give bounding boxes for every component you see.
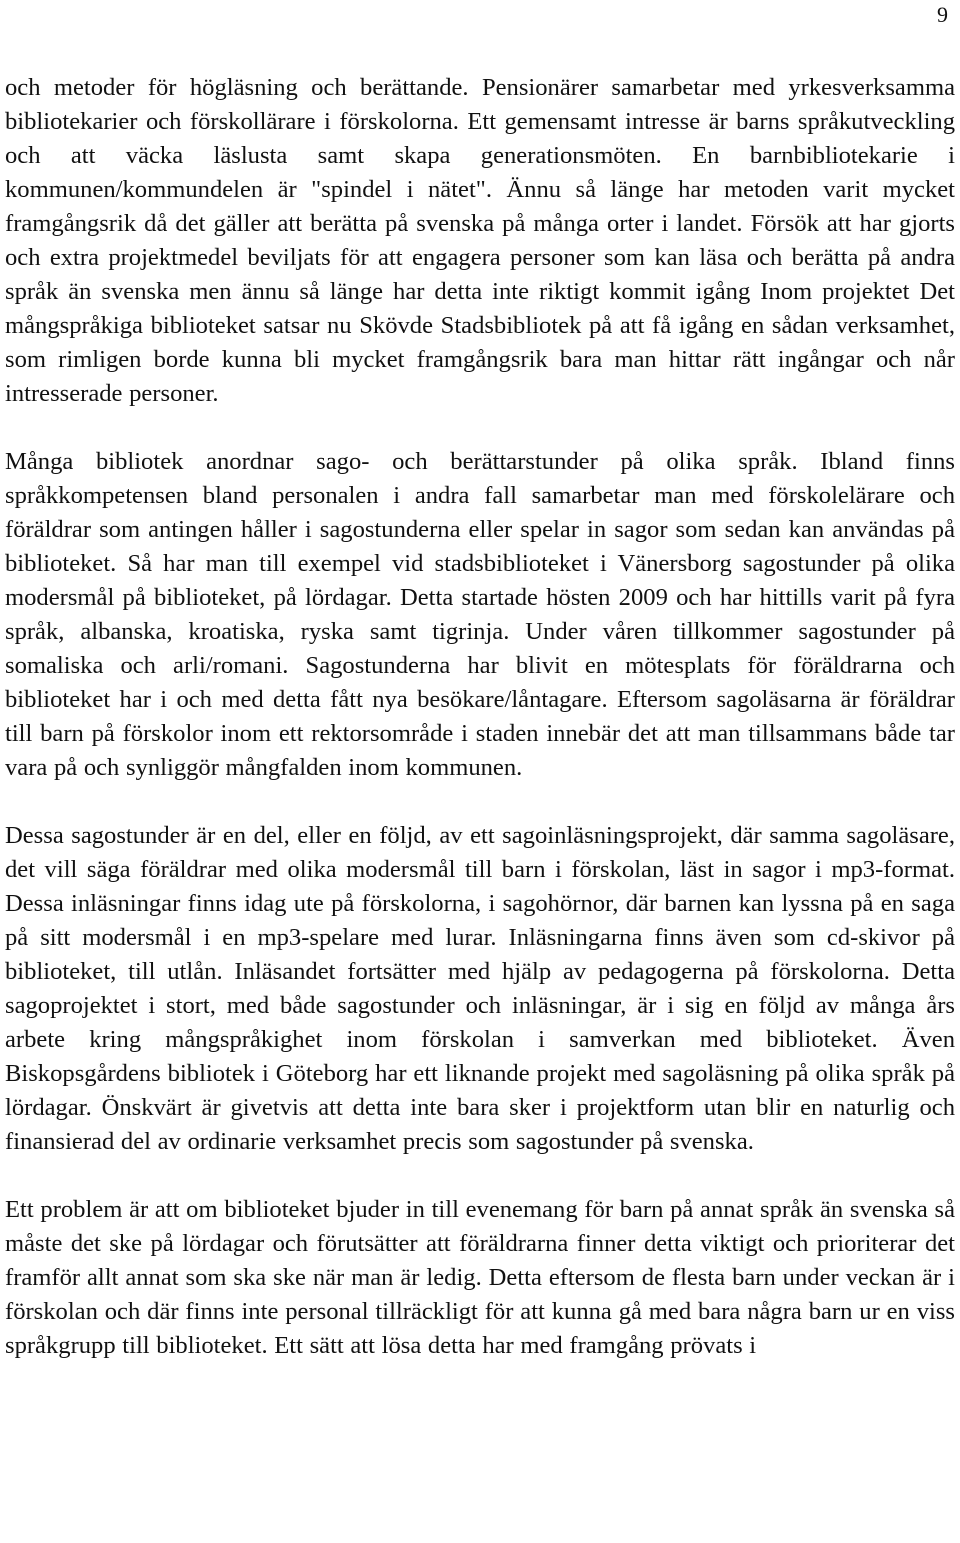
document-body [5,71,955,1363]
paragraph-1: och metoder för högläsning och berättande. Pensionärer samarbetar med yrkesverksamma bibliotekarier och förskollärare i förskolorna. Ett gemensamt intresse är barns språkutveckling och att väcka läslusta samt skapa generationsmöten. En barnbibliotekarie i kommunen/kommundelen är "spindel i nätet". Ännu så länge har metoden varit mycket framgångsrik då det gäller att berätta på svenska på många orter i landet. Försök att har gjorts och extra projektmedel beviljats för att engagera personer som kan läsa och berätta på andra språk än svenska men ännu så länge har detta inte riktigt kommit igång Inom projektet Det mångspråkiga biblioteket satsar nu Skövde Stadsbibliotek på att få igång en sådan verksamhet, som rimligen borde kunna bli mycket framgångsrik bara man hittar rätt ingångar och når intresserade personer. [5,74,955,407]
paragraph-2: Många bibliotek anordnar sago- och berättarstunder på olika språk. Ibland finns språkkompetensen bland personalen i andra fall samarbetar man med förskolelärare och föräldrar som antingen håller i sagostunderna eller spelar in sagor som sedan kan användas på biblioteket. Så har man till exempel vid stadsbiblioteket i Vänersborg sagostunder på olika modersmål på biblioteket, på lördagar. Detta startade hösten 2009 och har hittills varit på fyra språk, albanska, kroatiska, ryska samt tigrinja. Under våren tillkommer sagostunder på somaliska och arli/romani. Sagostunderna har blivit en mötesplats för föräldrarna och biblioteket har i och med detta fått nya besökare/låntagare. Eftersom sagoläsarna är föräldrar till barn på förskolor inom ett rektorsområde i staden innebär det att man tillsammans både tar vara på och synliggör mångfalden inom kommunen. [5,448,955,781]
page-number: 9 [937,2,948,27]
paragraph-4: Ett problem är att om biblioteket bjuder in till evenemang för barn på annat språk än svenska så måste det ske på lördagar och förutsätter att föräldrarna finner detta viktigt och prioriterar det framför allt annat som ska ske när man är ledig. Detta eftersom de flesta barn under veckan är i förskolan och där finns inte personal tillräckligt för att kunna gå med bara några barn ur en viss språkgrupp till biblioteket. Ett sätt att lösa detta har med framgång prövats i [5,1196,955,1359]
paragraph-3: Dessa sagostunder är en del, eller en följd, av ett sagoinläsningsprojekt, där samma sagoläsare, det vill säga föräldrar med olika modersmål till barn i förskolan, läst in sagor i mp3-format. Dessa inläsningar finns idag ute på förskolorna, i sagohörnor, där barnen kan lyssna på en saga på sitt modersmål i en mp3-spelare med lurar. Inläsningarna finns även som cd-skivor på biblioteket, till utlån. Inläsandet fortsätter med hjälp av pedagogerna på förskolorna. Detta sagoprojektet i stort, med både sagostunder och inläsningar, är i sig en följd av många års arbete kring mångspråkighet inom förskolan i samverkan med biblioteket. Även Biskopsgårdens bibliotek i Göteborg har ett liknande projekt med sagoläsning på olika språk på lördagar. Önskvärt är givetvis att detta inte bara sker i projektform utan blir en naturlig och finansierad del av ordinarie verksamhet precis som sagostunder på svenska. [5,822,955,1155]
